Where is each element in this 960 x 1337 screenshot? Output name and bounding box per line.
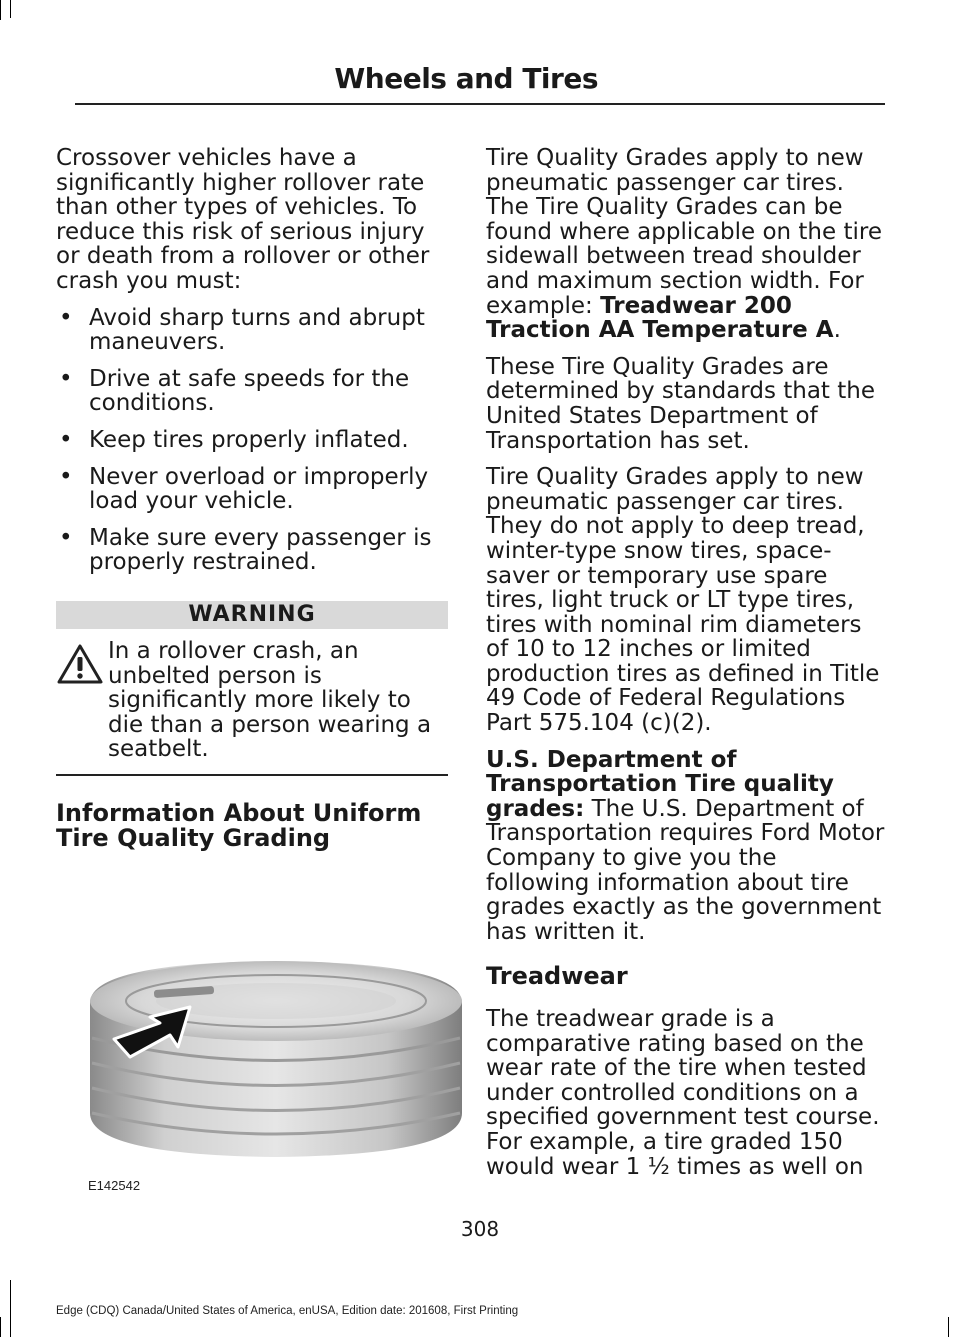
intro-paragraph: Crossover vehicles have a significantly higher rollover rate than other types of vehicles. To reduce this risk of serious injury or death from a rollover or other crash you must: <box>56 145 430 294</box>
subheading-inline: U.S. Department of Transportation Tire quality grades: <box>486 746 834 822</box>
paragraph <box>486 146 886 343</box>
crop-mark <box>10 1280 11 1337</box>
list-item: • Avoid sharp turns and abrupt maneuvers. <box>56 306 448 355</box>
list-item: • Make sure every passenger is properly restrained. <box>56 526 448 575</box>
tire-image <box>86 943 466 1193</box>
figure-id: E142542 <box>88 1178 141 1194</box>
section-heading: Information About Uniform Tire Quality Grading <box>56 798 422 852</box>
paragraph-text: The U.S. Department of Transportation requires Ford Motor Company to give you the following information about tire grades exactly as the government has written it. <box>486 795 885 945</box>
safety-list <box>56 306 448 575</box>
crop-mark <box>10 0 11 18</box>
page-number: 308 <box>460 1217 500 1241</box>
paragraph-end: . <box>833 317 841 344</box>
tire-illustration <box>86 943 466 1193</box>
crop-mark <box>948 1317 949 1337</box>
paragraph-text: Tire Quality Grades apply to new pneumatic passenger car tires. The Tire Quality Grades can be found where applicable on the tire sidewall between tread shoulder and maximum section width. For example: <box>486 145 882 319</box>
paragraph <box>486 748 886 945</box>
header-rule <box>75 103 885 105</box>
paragraph: Tire Quality Grades apply to new pneumatic passenger car tires. They do not apply to deep tread, winter-type snow tires, space-saver or temporary use spare tires, light truck or LT type tires, tires with nominal rim diameters of 10 to 12 inches or limited production tires as defined in Title 49 Code of Federal Regulations Part 575.104 (c)(2). <box>486 464 880 737</box>
crop-mark <box>0 1317 1 1337</box>
warning-text: In a rollover crash, an unbelted person is significantly more likely to die than a person wearing a seatbelt. <box>108 637 432 763</box>
footer-text: Edge (CDQ) Canada/United States of America, enUSA, Edition date: 201608, First Printing <box>56 1305 519 1317</box>
list-item: • Never overload or improperly load your vehicle. <box>56 465 448 514</box>
right-column <box>486 146 886 1191</box>
paragraph: The treadwear grade is a comparative rating based on the wear rate of the tire when tested under controlled conditions on a specified government test course. For example, a tire graded 150 would wear 1 ½ times as well on <box>486 1006 880 1180</box>
grade-example: Treadwear 200 Traction AA Temperature A <box>486 292 834 344</box>
crop-mark <box>0 0 1 20</box>
left-column <box>56 146 448 1193</box>
warning-triangle-icon <box>56 643 104 685</box>
page-title: Wheels and Tires <box>334 62 598 95</box>
list-item: • Drive at safe speeds for the conditions. <box>56 367 448 416</box>
treadwear-heading: Treadwear <box>486 962 628 991</box>
paragraph: These Tire Quality Grades are determined by standards that the United States Department of Transportation has set. <box>486 353 876 454</box>
warning-banner: WARNING <box>56 601 448 629</box>
warning-box <box>56 639 448 776</box>
list-item: • Keep tires properly inflated. <box>56 428 448 453</box>
